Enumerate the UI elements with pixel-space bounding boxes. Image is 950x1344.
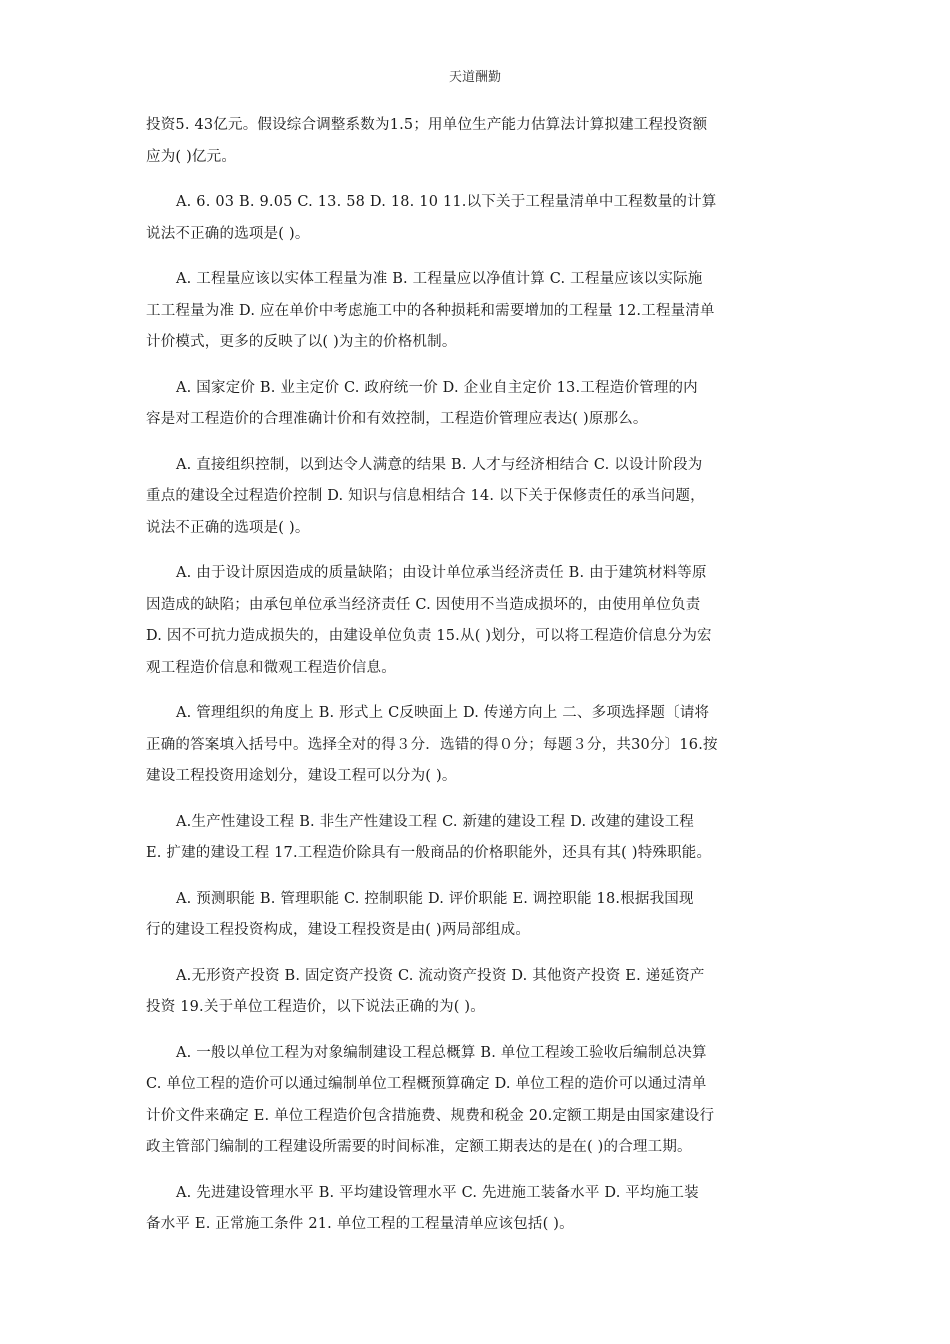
paragraph-3: A. 工程量应该以实体工程量为准 B. 工程量应以净值计算 C. 工程量应该以实际施 工工程量为准 D. 应在单价中考虑施工中的各种损耗和需要增加的工程量 12.工程量清单 计价模式，更多的反映了以( )为主的价格机制。: [146, 271, 715, 350]
paragraph-10: A.无形资产投资 B. 固定资产投资 C. 流动资产投资 D. 其他资产投资 E. 递延资产 投资 19.关于单位工程造价，以下说法正确的为( )。: [146, 967, 705, 1015]
paragraph-9: A. 预测职能 B. 管理职能 C. 控制职能 D. 评价职能 E. 调控职能 18.根据我国现 行的建设工程投资构成，建设工程投资是由( )两局部组成。: [146, 890, 694, 938]
paragraph-6: A. 由于设计原因造成的质量缺陷；由设计单位承当经济责任 B. 由于建筑材料等原 因造成的缺陷；由承包单位承当经济责任 C. 因使用不当造成损坏的，由使用单位负责 D. 因不可抗力造成损失的，由建设单位负责 15.从( )划分，可以将工程造价信息分为宏 观工程造价信息和微观工程造价信息。: [146, 565, 712, 676]
paragraph-5: A. 直接组织控制，以到达令人满意的结果 B. 人才与经济相结合 C. 以设计阶段为 重点的建设全过程造价控制 D. 知识与信息相结合 14. 以下关于保修责任的承当问题， 说法不正确的选项是( )。: [146, 456, 705, 536]
paragraph-2: A. 6. 03 B. 9.05 C. 13. 58 D. 18. 10 11.以下关于工程量清单中工程数量的计算 说法不正确的选项是( )。: [146, 194, 717, 242]
page-header: 天道酬勤: [448, 70, 501, 85]
paragraph-11: A. 一般以单位工程为对象编制建设工程总概算 B. 单位工程竣工验收后编制总决算 C. 单位工程的造价可以通过编制单位工程概预算确定 D. 单位工程的造价可以通过清单 计价文件来确定 E. 单位工程造价包含措施费、规费和税金 20.定额工期是由国家建设行 政主管部门编制的工程建设所需要的时间标准，定额工期表达的是在( )的合理工期。: [146, 1044, 715, 1155]
paragraph-1: 投资5. 43亿元。假设综合调整系数为1.5；用单位生产能力估算法计算拟建工程投资额 应为( )亿元。: [146, 117, 708, 165]
paragraph-8: A.生产性建设工程 B. 非生产性建设工程 C. 新建的建设工程 D. 改建的建设工程 E. 扩建的建设工程 17.工程造价除具有一般商品的价格职能外，还具有其( )特殊职能。: [146, 813, 712, 861]
document-body: [146, 110, 806, 1255]
paragraph-7: A. 管理组织的角度上 B. 形式上 C反映面上 D. 传递方向上 二、多项选择题〔请将 正确的答案填入括号中。选择全对的得３分．选错的得０分；每题３分，共30分〕16.按 建设工程投资用途划分，建设工程可以分为( )。: [146, 705, 718, 784]
paragraph-4: A. 国家定价 B. 业主定价 C. 政府统一价 D. 企业自主定价 13.工程造价管理的内 容是对工程造价的合理准确计价和有效控制，工程造价管理应表达( )原那么。: [146, 379, 698, 427]
paragraph-12: A. 先进建设管理水平 B. 平均建设管理水平 C. 先进施工装备水平 D. 平均施工装 备水平 E. 正常施工条件 21. 单位工程的工程量清单应该包括( )。: [146, 1184, 699, 1232]
